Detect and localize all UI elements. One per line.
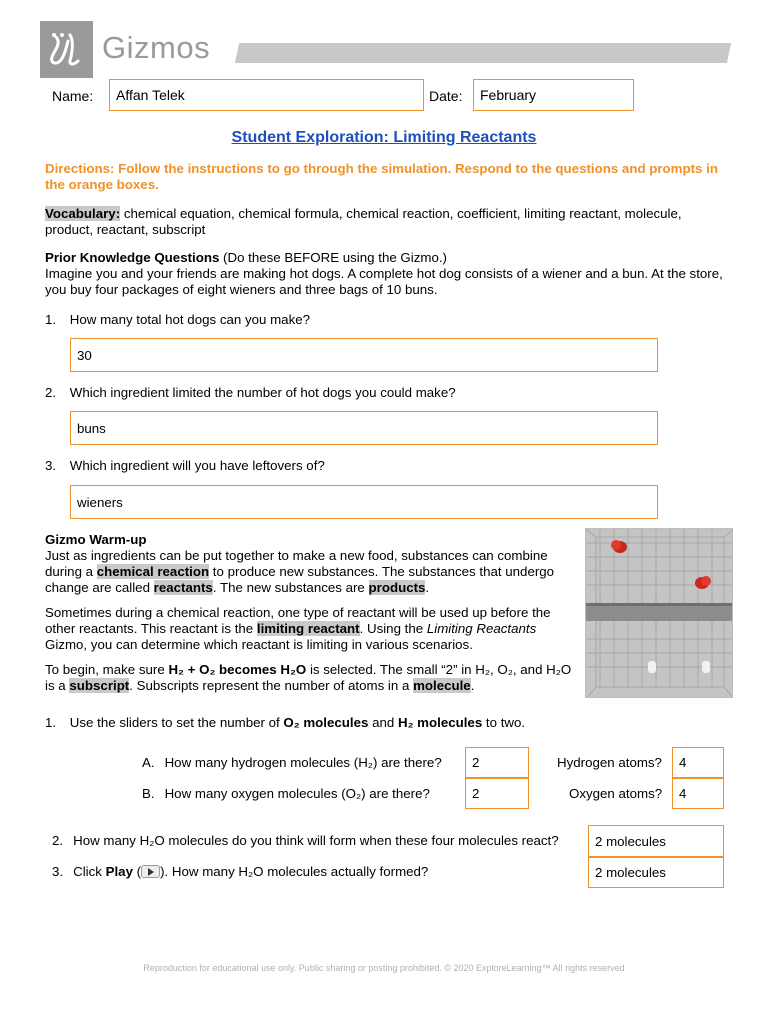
row-a-question: A. How many hydrogen molecules (H₂) are there? xyxy=(142,755,442,770)
question-text: How many total hot dogs can you make? xyxy=(69,312,311,327)
warmup-paragraph-3: To begin, make sure H₂ + O₂ becomes H₂O is selected. The small “2” in H₂, O₂, and H₂O is a subscript. Subscripts represent the number of atoms in a molecule. xyxy=(45,662,572,693)
footer-copyright: Reproduction for educational use only. Public sharing or posting prohibited. © 2020 ExploreLearning™ All rights reserved xyxy=(143,963,625,973)
date-label: Date: xyxy=(429,88,463,104)
oxygen-molecules-answer[interactable]: 2 xyxy=(465,778,529,809)
hydrogen-atoms-answer[interactable]: 4 xyxy=(672,747,724,778)
explorelearning-icon xyxy=(48,31,84,69)
question-2 xyxy=(45,385,456,400)
question-number: 3. xyxy=(45,458,57,473)
page-title: Student Exploration: Limiting Reactants xyxy=(231,129,537,146)
simulation-image xyxy=(585,528,733,698)
step-3: 3. Click Play ( ). How many H₂O molecules actually formed? xyxy=(52,864,429,879)
vocabulary-text: chemical equation, chemical formula, chemical reaction, coefficient, limiting reactant, molecule, product, reactant, subscript xyxy=(45,206,682,237)
step-2-answer[interactable]: 2 molecules xyxy=(588,825,724,857)
warmup-heading: Gizmo Warm-up xyxy=(45,532,147,547)
vocabulary-label: Vocabulary: xyxy=(45,206,121,221)
answer-box-2[interactable]: buns xyxy=(70,411,658,445)
question-1 xyxy=(45,312,310,327)
step-1-text: Use the sliders to set the number of O₂ molecules and H₂ molecules to two. xyxy=(69,715,526,730)
question-number: 1. xyxy=(45,312,57,327)
hydrogen-atoms-label: Hydrogen atoms? xyxy=(557,755,662,770)
directions: Directions: Follow the instructions to go through the simulation. Respond to the questions and prompts in the orange boxes. xyxy=(45,161,718,192)
vocabulary xyxy=(45,206,730,238)
name-field[interactable]: Affan Telek xyxy=(109,79,424,111)
date-field[interactable]: February xyxy=(473,79,634,111)
question-3 xyxy=(45,458,325,473)
warmup-section xyxy=(45,532,573,694)
prior-heading: Prior Knowledge Questions xyxy=(45,250,220,265)
row-b-question: B. How many oxygen molecules (O₂) are there? xyxy=(142,786,430,801)
name-label: Name: xyxy=(52,88,94,104)
hydrogen-molecules-answer[interactable]: 2 xyxy=(465,747,529,778)
question-text: Which ingredient limited the number of hot dogs you could make? xyxy=(69,385,456,400)
prior-note: (Do these BEFORE using the Gizmo.) xyxy=(219,250,447,265)
header-bar xyxy=(235,43,731,63)
question-text: Which ingredient will you have leftovers of? xyxy=(69,458,325,473)
warmup-paragraph-2: Sometimes during a chemical reaction, one type of reactant will be used up before the other reactants. This reactant is the limiting reactant. Using the Limiting Reactants Gizmo, you can determine which reactant is limiting in various scenarios. xyxy=(45,605,551,652)
prior-text: Imagine you and your friends are making hot dogs. A complete hot dog consists of a wiener and a bun. At the store, you buy four packages of eight wieners and three bags of 10 buns. xyxy=(45,266,723,297)
prior-knowledge xyxy=(45,250,730,298)
answer-box-3[interactable]: wieners xyxy=(70,485,658,519)
oxygen-atoms-answer[interactable]: 4 xyxy=(672,778,724,809)
brand-title: Gizmos xyxy=(102,30,211,65)
step-2: 2. How many H₂O molecules do you think will form when these four molecules react? xyxy=(52,833,559,848)
oxygen-atoms-label: Oxygen atoms? xyxy=(569,786,663,801)
gizmos-logo xyxy=(40,21,93,78)
step-number: 1. xyxy=(45,715,57,730)
warmup-paragraph-1: Just as ingredients can be put together to make a new food, substances can combine during a chemical reaction to produce new substances. The substances that undergo change are called reactants. The new substances are products. xyxy=(45,548,555,595)
play-icon xyxy=(141,865,160,878)
step-1 xyxy=(45,715,525,730)
step-3-answer[interactable]: 2 molecules xyxy=(588,857,724,888)
answer-box-1[interactable]: 30 xyxy=(70,338,658,372)
question-number: 2. xyxy=(45,385,57,400)
